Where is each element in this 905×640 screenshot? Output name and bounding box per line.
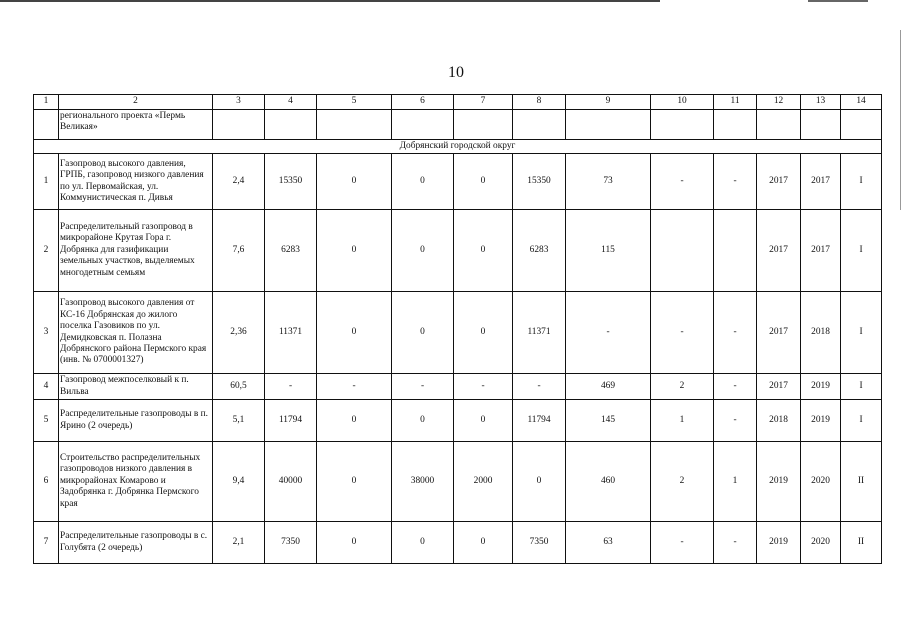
table-cell: 460 [566, 442, 651, 522]
table-cell: 7350 [513, 522, 566, 564]
object-name: Газопровод высокого давления от КС-16 Добрянская до жилого поселка Газовиков по ул. Демидковская п. Полазна Добрянского района Пермского края (инв. № 0700001327) [59, 292, 213, 374]
table-cell [513, 110, 566, 140]
object-name: Распределительный газопровод в микрорайоне Крутая Гора г. Добрянка для газификации земельных участков, выделяемых многодетным семьям [59, 210, 213, 292]
table-cell [651, 210, 714, 292]
table-cell: 0 [317, 522, 392, 564]
table-cell: 2020 [801, 522, 841, 564]
table-cell: I [841, 292, 882, 374]
column-header: 8 [513, 95, 566, 110]
table-cell [801, 110, 841, 140]
header-row [34, 95, 882, 110]
column-header: 6 [392, 95, 454, 110]
object-name: Распределительные газопроводы в п. Ярино (2 очередь) [59, 400, 213, 442]
table-cell: 469 [566, 374, 651, 400]
table-cell: 0 [317, 292, 392, 374]
row-number: 5 [34, 400, 59, 442]
table-cell: 145 [566, 400, 651, 442]
row-number: 1 [34, 154, 59, 210]
table-cell: I [841, 374, 882, 400]
column-header: 13 [801, 95, 841, 110]
table-cell [757, 110, 801, 140]
table-cell: 2017 [757, 210, 801, 292]
table-row [34, 154, 882, 210]
row-number: 4 [34, 374, 59, 400]
table-cell: I [841, 400, 882, 442]
table-cell: 2020 [801, 442, 841, 522]
scan-edge-top-right [808, 0, 868, 2]
table-cell [454, 110, 513, 140]
continuation-row [34, 110, 882, 140]
table-cell: 0 [317, 154, 392, 210]
table-cell: 2 [651, 374, 714, 400]
table-cell: I [841, 210, 882, 292]
table-cell: 2017 [757, 154, 801, 210]
table-cell: 11794 [265, 400, 317, 442]
table-cell: 2019 [757, 442, 801, 522]
table-cell: 2019 [801, 374, 841, 400]
table-cell: 7350 [265, 522, 317, 564]
table-cell [714, 110, 757, 140]
table-cell: - [651, 154, 714, 210]
object-name: Газопровод межпоселковый к п. Вильва [59, 374, 213, 400]
column-header: 14 [841, 95, 882, 110]
table-cell: 15350 [513, 154, 566, 210]
table-cell: I [841, 154, 882, 210]
table-cell: 7,6 [213, 210, 265, 292]
column-header: 11 [714, 95, 757, 110]
table-cell: 6283 [513, 210, 566, 292]
table-cell: 2017 [801, 154, 841, 210]
table-cell [317, 110, 392, 140]
table-cell: - [566, 292, 651, 374]
object-name: Газопровод высокого давления, ГРПБ, газопровод низкого давления по ул. Первомайская, ул. Коммунистическая п. Дивья [59, 154, 213, 210]
table-cell: - [454, 374, 513, 400]
column-header: 12 [757, 95, 801, 110]
table-cell: II [841, 522, 882, 564]
table-cell: 2,1 [213, 522, 265, 564]
table-cell: 2 [651, 442, 714, 522]
table-row [34, 292, 882, 374]
table-cell: - [714, 522, 757, 564]
table-cell: 2017 [801, 210, 841, 292]
table-cell [392, 110, 454, 140]
column-header: 4 [265, 95, 317, 110]
table-cell: - [714, 292, 757, 374]
row-number: 3 [34, 292, 59, 374]
table-cell: 38000 [392, 442, 454, 522]
table-cell: 73 [566, 154, 651, 210]
gas-pipeline-table [33, 94, 882, 564]
table-cell: 1 [714, 442, 757, 522]
table-cell: - [392, 374, 454, 400]
table-cell [213, 110, 265, 140]
table-cell: II [841, 442, 882, 522]
table-row [34, 400, 882, 442]
table-cell: 2018 [801, 292, 841, 374]
table-cell: - [714, 400, 757, 442]
table-cell: 15350 [265, 154, 317, 210]
column-header: 1 [34, 95, 59, 110]
table-cell: 2018 [757, 400, 801, 442]
table-cell: 2000 [454, 442, 513, 522]
section-row [34, 140, 882, 154]
table-cell: 0 [392, 154, 454, 210]
table-cell: 5,1 [213, 400, 265, 442]
table-cell: 0 [317, 442, 392, 522]
table-cell: 2017 [757, 374, 801, 400]
table-cell [714, 210, 757, 292]
table-cell: 2,36 [213, 292, 265, 374]
column-header: 2 [59, 95, 213, 110]
table-cell: 1 [651, 400, 714, 442]
row-number: 7 [34, 522, 59, 564]
table-cell: 0 [454, 210, 513, 292]
table-row [34, 374, 882, 400]
table-cell: 6283 [265, 210, 317, 292]
table-cell: 9,4 [213, 442, 265, 522]
table-cell: 11371 [513, 292, 566, 374]
table-row [34, 210, 882, 292]
page-number: 10 [448, 64, 464, 81]
scan-edge-top [0, 0, 660, 2]
table-cell: 2019 [757, 522, 801, 564]
table-cell: 2,4 [213, 154, 265, 210]
table-cell [841, 110, 882, 140]
column-header: 5 [317, 95, 392, 110]
continuation-name: регионального проекта «Пермь Великая» [59, 110, 213, 140]
table-cell [265, 110, 317, 140]
object-name: Распределительные газопроводы в с. Голубята (2 очередь) [59, 522, 213, 564]
table-cell: 0 [454, 292, 513, 374]
table-cell: 0 [392, 400, 454, 442]
column-header: 10 [651, 95, 714, 110]
table-cell: - [651, 292, 714, 374]
column-header: 9 [566, 95, 651, 110]
column-header: 3 [213, 95, 265, 110]
section-title: Добрянский городской округ [34, 140, 882, 154]
table-cell: - [651, 522, 714, 564]
table-cell: 60,5 [213, 374, 265, 400]
table-cell [651, 110, 714, 140]
table-cell: 2019 [801, 400, 841, 442]
table-cell: 40000 [265, 442, 317, 522]
table-cell: 0 [454, 400, 513, 442]
table-cell [34, 110, 59, 140]
table-cell: 0 [454, 522, 513, 564]
table-cell: 63 [566, 522, 651, 564]
scan-edge-right [900, 30, 901, 210]
table-cell: - [317, 374, 392, 400]
table-cell: - [714, 374, 757, 400]
table-cell: 11794 [513, 400, 566, 442]
table-cell: 0 [513, 442, 566, 522]
table-cell: 0 [392, 522, 454, 564]
table-cell: 0 [317, 400, 392, 442]
table-cell: 0 [392, 210, 454, 292]
table-cell: - [513, 374, 566, 400]
row-number: 2 [34, 210, 59, 292]
row-number: 6 [34, 442, 59, 522]
table-row [34, 442, 882, 522]
table-cell: 0 [454, 154, 513, 210]
table-row [34, 522, 882, 564]
table-cell: - [265, 374, 317, 400]
table-cell: 0 [317, 210, 392, 292]
table-cell [566, 110, 651, 140]
table-cell: 11371 [265, 292, 317, 374]
table-cell: 115 [566, 210, 651, 292]
column-header: 7 [454, 95, 513, 110]
object-name: Строительство распределительных газопроводов низкого давления в микрорайонах Комарово и Задобрянка г. Добрянка Пермского края [59, 442, 213, 522]
table-cell: - [714, 154, 757, 210]
table-cell: 2017 [757, 292, 801, 374]
table-cell: 0 [392, 292, 454, 374]
